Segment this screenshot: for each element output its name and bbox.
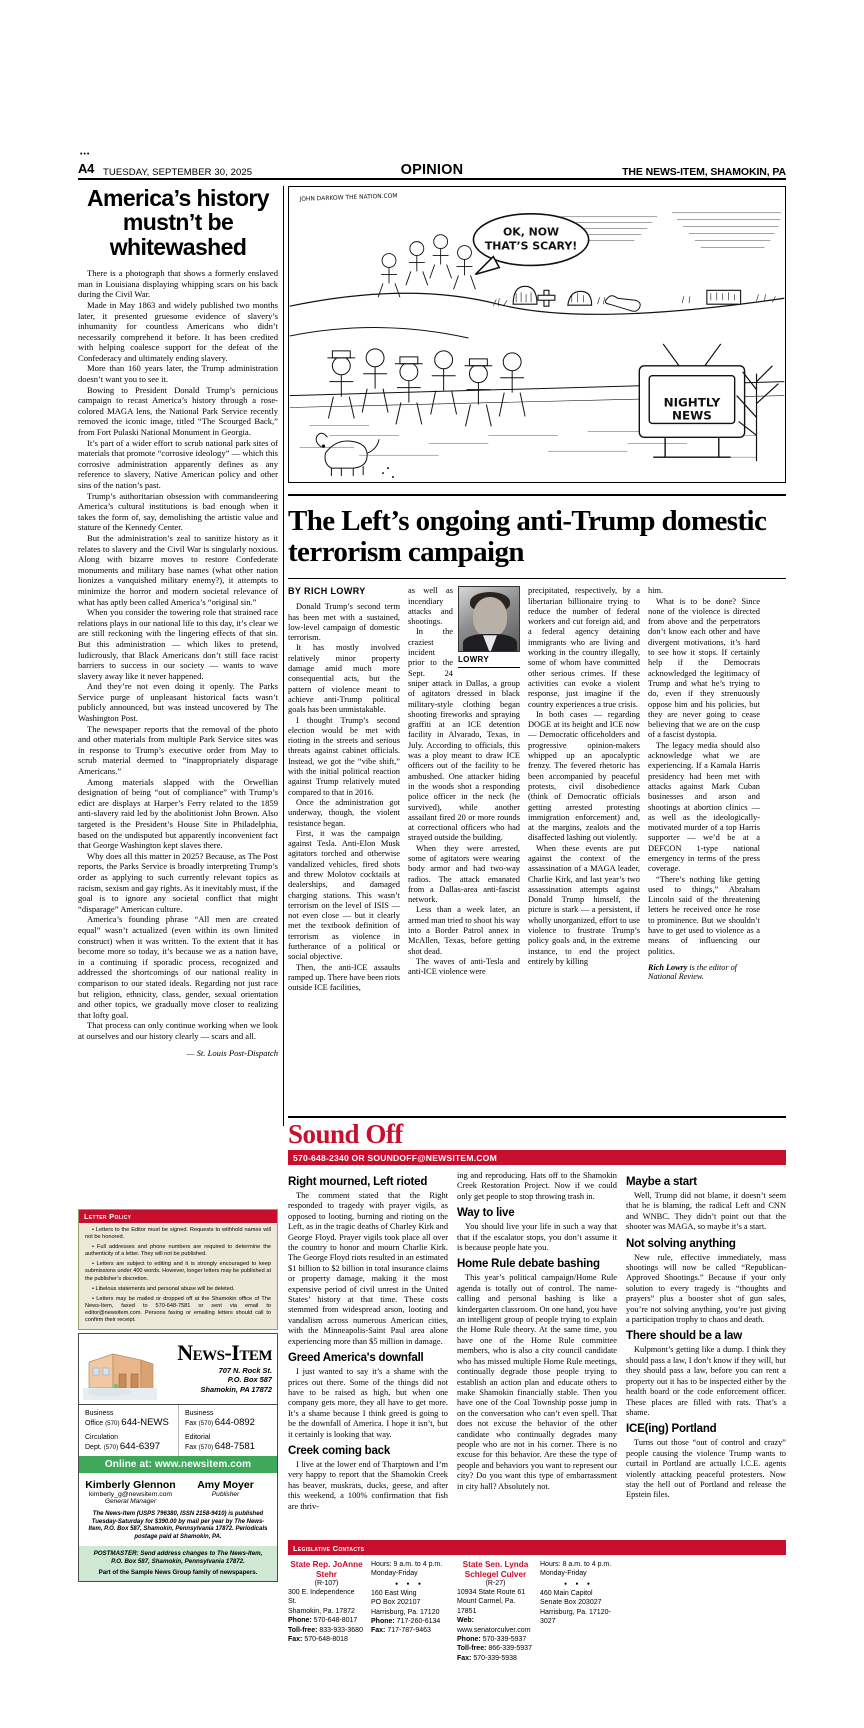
contact-label: Fax: (288, 1636, 305, 1644)
svg-text:OK, NOW: OK, NOW (502, 225, 560, 239)
phone-number[interactable]: 644-0892 (214, 1417, 255, 1428)
feature-bottom-rule (288, 578, 786, 579)
contact-value[interactable]: 570-339-5938 (473, 1654, 517, 1662)
newspaper-info-box (78, 1333, 278, 1582)
staff-name: Amy Moyer (197, 1479, 254, 1491)
legislator-entry (457, 1560, 617, 1663)
contact-value[interactable]: www.senatorculver.com (457, 1626, 531, 1634)
feature-column-1 (288, 586, 400, 993)
feature-paragraph: as well as incendiary attacks and shootings. (408, 586, 453, 627)
legislator-contact-line[interactable] (288, 1616, 365, 1625)
capitol-address-line: Senate Box 203027 (540, 1599, 602, 1607)
contact-label: Phone: (288, 1617, 314, 1625)
author-photo (458, 586, 520, 652)
legislator-contact-line[interactable] (457, 1644, 534, 1653)
staff-email[interactable]: kimberly_g@newsitem.com (88, 1491, 173, 1498)
legislator-local-office (288, 1560, 365, 1663)
legislator-address-line: 10934 State Route 61 (457, 1589, 526, 1596)
phone-area-code: (570) (198, 1420, 215, 1427)
feature-column-4 (648, 586, 760, 993)
phone-area-code: (570) (198, 1444, 215, 1451)
soundoff-title: Sound Off (288, 1119, 403, 1149)
editorial-paragraph: Among materials slapped with the Orwellian designation of being “out of compliance” with Trump’s edict are displays at Harper’s Ferry related to the 1859 anti-slavery raid led by the abolitionist John Brown. Also targeted is the President’s House Site in Philadelphia, based on the undisputed but apparently inconvenient fact that George Washington kept slaves there. (78, 776, 278, 851)
soundoff-item-body: I live at the lower end of Tharptown and I’m very happy to report that the Shamokin Creek has beaver, muskrats, ducks, geese, and after this weekend, a 100% confirmation that fish are thriv- (288, 1459, 448, 1511)
contact-label: Fax: (371, 1627, 388, 1635)
soundoff-item-heading: Home Rule debate bashing (457, 1258, 600, 1271)
soundoff-item-body: The comment stated that the Right responded to tragedy with prayer vigils, as opposed to looting, burning and rioting on the Left, as in the tragic deaths of Charley Kirk and George Floyd. Prayer vigils took place all over the country to honor and mourn Charlie Kirk. The George Floyd riots resulted in an estimated $1 billion to $2 billion in total insurance claims or property damage, making it the most expensive period of civil unrest in the United States’ history at that time. These costs stemmed from widespread arson, looting and vandalism across numerous American cities, with the Minneapolis-Saint Paul area alone experiencing more than $5 million in damage. (288, 1191, 449, 1346)
feature-paragraph: Less than a week later, an armed man tried to shoot his way into a Border Patrol annex in McAllen, Texas, before getting shot dead. (408, 905, 520, 956)
contact-value[interactable]: 570-648-8017 (313, 1617, 358, 1625)
newspaper-phone-block (79, 1404, 277, 1456)
soundoff-item-heading: Right mourned, Left rioted (288, 1176, 428, 1188)
feature-paragraph: I thought Trump’s second election would be met with rioting in the streets and serious threats against cabinet officials. Instead, we got the “vibe shift,” with the initial political reaction against Trump relatively muted compared to that in 2016. (288, 715, 400, 797)
editorial-paragraph: The newspaper reports that the removal of the photo and other materials from multiple Park Service sites was in response to Trump’s executive order from May to scrub material deemed to “inappropriately disparage Americans.” (78, 723, 278, 777)
editorial-cartoon (288, 186, 786, 483)
editorial-credit: — St. Louis Post-Dispatch (186, 1048, 278, 1059)
newspaper-website[interactable]: Online at: www.newsitem.com (79, 1456, 277, 1473)
feature-paragraph: When they were arrested, some of agitators were wearing body armor and had two-way radios. The attack emanated from a Dallas-area anti-fascist network. (408, 843, 520, 905)
capitol-address-line: PO Box 202107 (371, 1599, 421, 1607)
staff-entry (83, 1479, 178, 1505)
feature-columns (288, 586, 786, 993)
editorial-paragraph: When you consider the towering role that strained race relations plays in our national life to this day, it’s clear we are still reckoning with the lingering effects of that sin. But this administration — which likes to pretend, ludicrously, that Black Americans don’t still face racist barriers to success in our society — wants to wave slavery away like it never happened. (78, 607, 278, 681)
masthead-dots: ••• (80, 151, 91, 158)
newspaper-staff (79, 1473, 277, 1509)
contact-label: Fax: (457, 1654, 474, 1662)
phone-column-right (178, 1405, 277, 1456)
contact-label: Web: (457, 1617, 474, 1625)
capitol-address-line: Harrisburg, Pa. 17120 (371, 1608, 440, 1616)
phone-label-2-text: Fax (185, 1444, 199, 1451)
masthead-rule (78, 178, 786, 180)
phone-label-2-text: Fax (185, 1420, 199, 1427)
staff-name: Kimberly Glennon (85, 1479, 176, 1491)
newspaper-fine-print: The News-Item (USPS 796380, ISSN 2158-9410) is published Tuesday-Saturday for $390.00 by mail per year by The News-Item, P.O. Box 587, Shamokin, Pennsylvania 17872. Periodicals postage paid at Shamokin, PA. (88, 1511, 268, 1540)
capitol-address-line: 460 Main Capitol (540, 1589, 593, 1597)
phone-area-code: (570) (103, 1444, 120, 1451)
phone-label-2-text: Dept. (85, 1444, 104, 1451)
legislative-heading: Legislative Contacts (288, 1542, 786, 1555)
soundoff-item-body: Kulpmont’s getting like a dump. I think they should pass a law, I don’t know if they will, but they should pass a law, before you can rent a property out it has to be inspected either by the health board or the code enforcement officer. These places are filled with rats. That’s a shame. (626, 1345, 786, 1417)
phone-column-left (79, 1405, 178, 1456)
feature-paragraph: Donald Trump’s second term has been met with a sustained, low-level campaign of domestic terrorism. (288, 602, 400, 643)
contact-label: Toll-free: (457, 1645, 489, 1653)
editorial-headline: America’s history mustn’t be whitewashed (87, 185, 269, 260)
soundoff-item-heading: Greed America's downfall (288, 1352, 424, 1365)
newspaper-group-line: Part of the Sample News Group family of newspapers. (98, 1569, 258, 1577)
contact-value[interactable]: 717-260-6134 (396, 1618, 441, 1626)
legislator-district: (R-107) (314, 1580, 339, 1587)
soundoff-item-body: You should live your life in such a way that that if the escalator stops, you don’t assume it is because people hate you. (457, 1222, 617, 1253)
soundoff-column-2 (457, 1171, 617, 1512)
capitol-contact-line[interactable] (371, 1617, 448, 1626)
editorial-paragraph: But the administration’s zeal to sanitize history as it relates to slavery and the Civil War is singularly noxious. Along with bizarre moves to restore Confederate monuments and military base names (what other nation lionizes a vanquished military enemy?), it attempts to minimize the horror and modern societal relevance of what has aptly been called America’s “original sin.” (78, 532, 278, 607)
phone-label-2 (85, 1442, 172, 1452)
column-divider (283, 186, 284, 1126)
legislator-address-line: Shamokin, Pa. 17872 (288, 1607, 355, 1615)
feature-paragraph: First, it was the campaign against Tesla. Anti-Elon Musk agitators torched and otherwise vandalized vehicles, fired shots and threw Molotov cocktails at dealerships, and damaged charging stations. This wasn’t terrorism on the level of ISIS — not even close — but it clearly met the textbook definition of terrorism as violence in furtherance of a political or social objective. (288, 828, 400, 962)
letter-policy-item: • Letters may be mailed or dropped off at the Shamokin office of The News-Item, faxed to 570-648-7581 or sent via email to editor@newsitem.com. Persons faxing or emailing letters should call to confirm their receipt. (85, 1295, 271, 1324)
contact-label: Phone: (371, 1618, 397, 1626)
letter-policy-item: • Libelous statements and personal abuse will be deleted. (92, 1285, 235, 1292)
legislator-contact-line[interactable] (288, 1635, 365, 1644)
separator-dots: • • • (564, 1578, 593, 1589)
letter-policy-box (78, 1209, 278, 1330)
phone-number[interactable]: 648-7581 (214, 1441, 255, 1452)
soundoff-column-1 (288, 1171, 448, 1512)
capitol-address-line: 160 East Wing (371, 1589, 417, 1597)
newspaper-postmaster (79, 1546, 277, 1581)
separator-dots: • • • (395, 1578, 424, 1589)
feature-article (288, 494, 786, 994)
author-footer-text: is the editor of National Review. (648, 962, 737, 981)
masthead-left (78, 151, 253, 178)
section-title: OPINION (400, 162, 464, 178)
feature-paragraph: him. (648, 586, 664, 596)
editorial-paragraph: That process can only continue working when we look at ourselves and our history clearly — scars and all. (78, 1020, 278, 1041)
paper-name: THE NEWS-ITEM, SHAMOKIN, PA (622, 166, 786, 178)
legislator-entry (288, 1560, 448, 1663)
contact-label: Toll-free: (288, 1626, 320, 1634)
soundoff-rule (288, 1116, 786, 1118)
phone-label-1: Business (85, 1410, 114, 1417)
feature-paragraph: The waves of anti-Tesla and anti-ICE violence were (408, 956, 520, 977)
editorial-paragraph: Made in May 1863 and widely published two months later, it presented gruesome evidence of slavery’s inhumanity for countless Americans who didn’t necessarily comprehend it before. It has been credited with helping coalesce support for the defeat of the Confederacy and ultimately ending slavery. (78, 299, 278, 363)
feature-paragraph: Then, the anti-ICE assaults ramped up. There have been riots outside ICE facilities, (288, 962, 400, 993)
page-number: A4 (78, 161, 95, 176)
legislator-address-line: Mount Carmel, Pa. 17851 (457, 1598, 516, 1615)
svg-text:JOHN DARKOW THE NATION.COM: JOHN DARKOW THE NATION.COM (299, 192, 398, 203)
editorial-paragraph: Trump’s authoritarian obsession with commandeering America’s cultural institutions is bad enough when it takes the form of, say, demolishing the artistic value and stature of the Kennedy Center. (78, 490, 278, 533)
staff-title: Publisher (211, 1491, 240, 1498)
editorial-column (78, 186, 278, 1058)
feature-paragraph: When these events are put against the context of the assassination of a MAGA leader, Charlie Kirk, and last year’s two assassination attempts against Donald Trump himself, the picture is stark — a persistent, if wholly unorganized, effort to use violence to frustrate Trump’s policy goals and, in the extreme instance, to end the project entirely by killing (528, 843, 640, 966)
soundoff-contact-bar[interactable]: 570-648-2340 OR SOUNDOFF@NEWSITEM.COM (288, 1150, 786, 1165)
phone-number[interactable]: 644-NEWS (121, 1417, 169, 1428)
phone-label-1: Business (185, 1410, 214, 1417)
letter-policy-item: • Letters to the Editor must be signed. Requests to withhold names will not be honored. (85, 1227, 271, 1241)
address-line: P.O. Box 587 (227, 1375, 272, 1385)
legislator-contact-line[interactable] (457, 1654, 534, 1663)
author-footer-name: Rich Lowry (648, 962, 688, 972)
contact-value[interactable]: 570-339-5937 (482, 1636, 527, 1644)
author-footer (648, 963, 760, 981)
letter-policy-item: • Full addresses and phone numbers are required to determine the authenticity of a letter. They will not be published. (85, 1244, 271, 1258)
svg-text:NEWS: NEWS (672, 408, 712, 423)
capitol-address-line: Harrisburg, Pa. 17120-3027 (540, 1608, 611, 1626)
soundoff-item-heading: Maybe a start (626, 1176, 697, 1188)
author-headshot-wrap (458, 586, 520, 668)
soundoff-item-body: I just wanted to say it’s a shame with the prices out there. Some of the things did not have to be raised as high, but when one company gets more, they all have to get more. It’s a shame because I think greed is going to be the downfall of America. I hope it isn’t, but it certainly is looking that way. (288, 1367, 448, 1439)
contact-value[interactable]: 833-933-3680 (319, 1626, 363, 1634)
sound-off-section (288, 1116, 786, 1512)
soundoff-column-3 (626, 1171, 786, 1512)
phone-entry[interactable] (185, 1433, 271, 1452)
contact-value[interactable]: 570-648-8018 (304, 1636, 348, 1644)
soundoff-item-body: This year’s political campaign/Home Rule agenda is totally out of control. The name-calling and personal bashing is like a kindergarten classroom. On one hand, you have an intelligent group of people trying to explain the Home Rule theory. At the same time, you have one of the Home Rule committee members, who is also a city council candidate who has missed multiple Home Rule meetings, continually degrade those people trying to establish an action plan and educate others to make Shamokin financially stable. Then you have one of the Coal Township posse jump in on the conversation who can’t even spell. That does not excuse the behavior of the other candidate who continually degrades many people who are not in his corner. There is no excuse for this behavior. Are these the type of people and behaviors you want to represent our city? Do you want this type of embarrassment in city hall? Absolutely not. (457, 1273, 617, 1491)
soundoff-item-heading: ICE(ing) Portland (626, 1423, 717, 1436)
legislator-address-line: 300 E. Independence St. (288, 1589, 355, 1606)
feature-paragraph: Once the administration got underway, though, the violent resistance began. (288, 797, 400, 828)
legislator-name: State Sen. Lynda Schlegel Culver (462, 1560, 529, 1579)
feature-paragraph: “There’s nothing like getting used to things,” Abraham Lincoln said of the threatening letters he received once he rose to prominence. But we shouldn’t have to get used to violence as a means of influencing our politics. (648, 874, 760, 956)
legislative-columns (288, 1560, 786, 1663)
headshot-caption: LOWRY (458, 652, 520, 668)
contact-label: Phone: (457, 1636, 483, 1644)
soundoff-item-heading: Way to live (457, 1207, 515, 1220)
legislator-hours: Hours: 9 a.m. to 4 p.m. Monday-Friday (371, 1561, 443, 1578)
feature-byline: BY RICH LOWRY (288, 586, 366, 597)
contact-value[interactable]: 717-787-9463 (387, 1627, 431, 1635)
phone-area-code: (570) (105, 1420, 122, 1427)
phone-entry[interactable] (85, 1433, 172, 1452)
phone-label-1: Circulation (85, 1434, 119, 1441)
letter-policy-items (79, 1223, 277, 1329)
page-masthead (78, 148, 786, 178)
cartoon-artwork (289, 187, 785, 482)
letter-policy-item: • Letters are subject to editing and it is strongly encouraged to keep submissions under 400 words. However, longer letters may be published at the publisher’s discretion. (85, 1261, 271, 1282)
building-illustration (83, 1342, 157, 1400)
legislator-name: State Rep. JoAnne Stehr (290, 1560, 363, 1579)
staff-entry (178, 1479, 273, 1505)
phone-number[interactable]: 644-6397 (119, 1441, 161, 1452)
svg-text:NIGHTLY: NIGHTLY (663, 395, 721, 410)
editorial-paragraph: America’s founding phrase “All men are created equal” wasn’t actualized (even within its own limited construct) when it was written. To the extent that it has become more so today, it’s because we as a nation have, in a continuing if sporadic process, recognized and addressed the shortcomings of our national reality in comparison to our stated ideals. Regarding not just race but religion, ethnicity, class, gender, sexual orientation and other topics, we gradually move closer to realizing that lofty goal. (78, 914, 278, 1020)
newspaper-address (201, 1366, 272, 1394)
staff-title: General Manager (104, 1498, 157, 1505)
editorial-paragraph: Why does all this matter in 2025? Because, as The Post reports, the Parks Service is broadly interpreting Trump’s order as applying to such currently relevant topics as racism, sexism and gay rights. As it inevitably must, if the goal is to ignore any societal conflict that might “disparage” American culture. (78, 850, 278, 914)
editorial-paragraph: More than 160 years later, the Trump administration doesn’t want you to see it. (78, 363, 278, 385)
editorial-paragraph: And they’re not even doing it openly. The Parks Service purge of unpleasant historical facts wasn’t publicly announced, but was instead uncovered by The Washington Post. (78, 681, 278, 724)
svg-text:THAT’S SCARY!: THAT’S SCARY! (484, 239, 578, 253)
phone-label-2 (185, 1442, 271, 1452)
address-line: Shamokin, PA 17872 (200, 1384, 272, 1394)
feature-paragraph: It has mostly involved relatively minor property damage amid much more consequential acts, but the pattern of violence meant to achieve anti-Trump political goals has been unmistakable. (288, 643, 400, 715)
feature-paragraph: In both cases — regarding DOGE at its height and ICE now — Democratic officeholders and progressive opinion-makers whipped up an apocalyptic frenzy. The fevered rhetoric has been accompanied by peaceful protests, civil disobedience (think of Democratic officials getting arrested protesting immigration enforcement) and, at the margins, zealots and the disaffected lashing out violently. (528, 709, 640, 843)
masthead-date: TUESDAY, SEPTEMBER 30, 2025 (103, 167, 253, 178)
editorial-paragraph: There is a photograph that shows a formerly enslaved man in Louisiana displaying whipping scars on his back during the Civil War. (78, 268, 278, 300)
soundoff-item-body: ing and reproducing. Hats off to the Shamokin Creek Restoration Project. Now if we could only get people to stop throwing trash in. (457, 1171, 617, 1201)
editorial-body (78, 268, 278, 1041)
soundoff-item-body: Turns out those “out of control and crazy” people causing the violence Trump wants to curtail in Portland are actually I.C.E. agents violently attacking peaceful protesters. Now stay the hell out of Portland and release the Epstein files. (626, 1438, 786, 1500)
editorial-paragraph: It’s part of a wider effort to scrub national park sites of materials that promote “corrosive ideology” — which this corrosive administration apparently defines as any reference to slavery, Native American policy and other sins of the nation’s past. (78, 437, 278, 490)
legislator-contact-line[interactable] (288, 1626, 365, 1635)
address-line: 707 N. Rock St. (218, 1366, 272, 1375)
legislator-hours: Hours: 8 a.m. to 4 p.m. Monday-Friday (540, 1561, 612, 1578)
postmaster-text: POSTMASTER: Send address changes to The News-Item, P.O. Box 587, Shamokin, Pennsylvania 17872. (93, 1550, 263, 1566)
soundoff-item-heading: Creek coming back (288, 1444, 391, 1457)
newspaper-info-header (79, 1334, 277, 1404)
soundoff-item-body: Well, Trump did not blame, it doesn’t seem that he is blaming, the radical Left and CNN and WNBC. They didn’t point out that the shooter was MAGA, so maybe it’s a start. (626, 1191, 786, 1232)
legislator-capitol-office (540, 1560, 617, 1663)
phone-label-2 (185, 1418, 271, 1428)
soundoff-item-heading: Not solving anything (626, 1237, 736, 1250)
legislator-contact-line[interactable] (457, 1635, 534, 1644)
phone-label-1: Editorial (185, 1434, 211, 1441)
feature-column-2 (408, 586, 520, 993)
phone-label-2 (85, 1418, 172, 1428)
feature-paragraph: precipitated, respectively, by a libertarian billionaire trying to reduce the number of federal workers and cut foreign aid, and a federal agency detaining immigrants who are living and working in the country illegally, some of whom have committed other serious crimes. If these activities can evoke a violent response, just imagine if the country experiences a true crisis. (528, 586, 640, 709)
legislator-contact-line[interactable] (457, 1616, 534, 1635)
phone-entry[interactable] (85, 1409, 172, 1428)
legislator-district: (R-27) (485, 1580, 506, 1587)
feature-top-rule (288, 494, 786, 496)
contact-value[interactable]: 866-339-5937 (488, 1645, 532, 1653)
soundoff-item-body: New rule, effective immediately, mass shootings will now be called “Republican-Approved Shootings.” Because if your only solution to every tragedy is “thoughts and prayers” plus a booster shot of gun sales, you’re not solving anything, you’re just giving a participation trophy to chaos and death. (626, 1252, 786, 1325)
soundoff-columns (288, 1171, 786, 1512)
soundoff-item-heading: There should be a law (626, 1330, 742, 1343)
phone-label-2-text: Office (85, 1420, 106, 1427)
feature-column-3 (528, 586, 640, 993)
feature-paragraph: In the craziest incident prior to the Sept. 24 sniper attack in Dallas, a group of agitators dressed in black military-style clothing began shooting fireworks and spraying graffiti at an ICE detention facility in Alvarado, Texas, in July. According to officials, this was a ploy meant to draw ICE officers out of the facility to be ambushed. One attacker hiding in the woods shot a responding police officer in the neck (he survived), while another assailant fired 20 or more rounds at correctional officers who had strayed outside the building. (408, 627, 520, 843)
feature-paragraph: The legacy media should also acknowledge what we are experiencing. If a Kamala Harris presidency had been met with attacks against Mark Cuban businesses and arson and shootings at abortion clinics — as well as the ideologically-motivated murder of a top Harris supporter — we’d be at a DEFCON 1-type national emergency in terms of the press coverage. (648, 740, 760, 874)
newspaper-nameplate: News-Item (177, 1340, 272, 1365)
capitol-contact-line[interactable] (371, 1626, 448, 1635)
feature-headline: The Left’s ongoing anti-Trump domestic terrorism campaign (288, 504, 767, 569)
phone-entry[interactable] (185, 1409, 271, 1428)
feature-paragraph: What is to be done? Since none of the violence is directed from above and the perpetrators don’t know each other and have divergent motivations, it’s hard to see how it stops. If certainly help if the Democrats acknowledged the legitimacy of Trump and what he’s trying to do, even if they strenuously oppose him and his policies, but they are never going to cease believing that we are on the cusp of a fascist dystopia. (648, 596, 760, 740)
legislator-capitol-office (371, 1560, 448, 1663)
letter-policy-heading: Letter Policy (79, 1210, 277, 1223)
editorial-paragraph: Bowing to President Donald Trump’s pernicious campaign to recast America’s history through a rose-colored MAGA lens, the National Park Service recently removed the iconic image, titled “The Scourged Back,” from Fort Pulaski National Monument in Georgia. (78, 384, 278, 438)
legislator-local-office (457, 1560, 534, 1663)
legislative-contacts-section (288, 1540, 786, 1663)
